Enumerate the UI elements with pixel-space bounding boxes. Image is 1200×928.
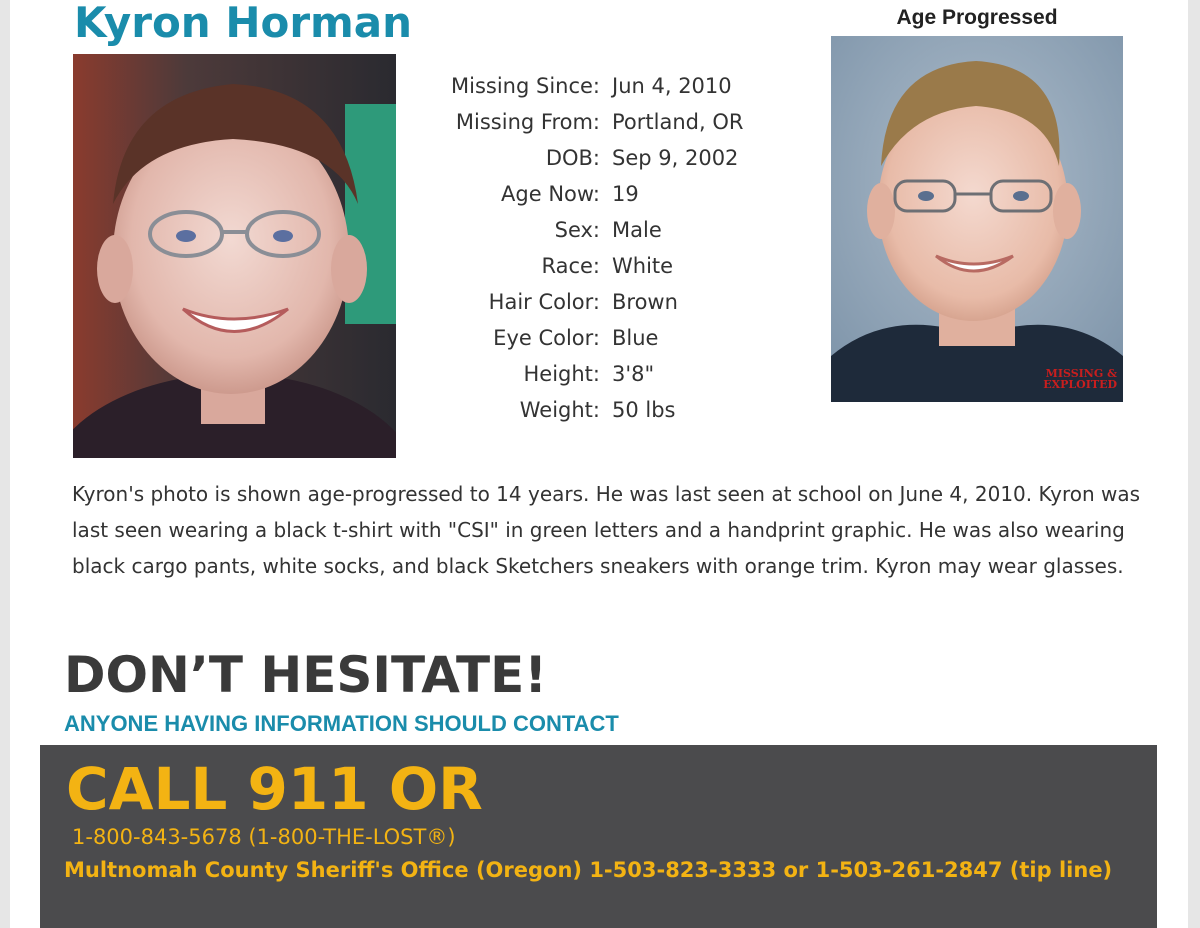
detail-value: 19 — [612, 182, 639, 206]
detail-label: Weight: — [519, 398, 600, 422]
detail-value: Male — [612, 218, 662, 242]
detail-weight — [370, 392, 743, 428]
detail-label: Race: — [541, 254, 600, 278]
missing-poster — [10, 0, 1188, 928]
age-progressed-photo — [831, 36, 1123, 402]
age-progressed-title: Age Progressed — [896, 6, 1058, 29]
detail-value: Portland, OR — [612, 110, 744, 134]
detail-height — [370, 356, 743, 392]
detail-missing-since — [370, 68, 743, 104]
contact-subhead: ANYONE HAVING INFORMATION SHOULD CONTACT — [64, 711, 619, 736]
detail-race — [370, 248, 743, 284]
detail-missing-from — [370, 104, 743, 140]
detail-label: Missing Since: — [451, 74, 600, 98]
detail-label: Hair Color: — [488, 290, 600, 314]
missing-exploited-logo: MISSING & EXPLOITED — [1043, 367, 1117, 391]
detail-label: Sex: — [554, 218, 600, 242]
detail-value: Jun 4, 2010 — [612, 74, 732, 98]
dont-hesitate-headline: DON’T HESITATE! — [64, 646, 548, 704]
details-list — [370, 68, 743, 428]
detail-dob — [370, 140, 743, 176]
detail-value: 50 lbs — [612, 398, 676, 422]
detail-label: Height: — [523, 362, 600, 386]
person-name: Kyron Horman — [74, 0, 413, 47]
detail-label: Age Now: — [501, 182, 600, 206]
sheriff-contact: Multnomah County Sheriff's Office (Oregon) 1-503-823-3333 or 1-503-261-2847 (tip line) — [64, 858, 1113, 882]
hotline-number: 1-800-843-5678 (1-800-THE-LOST®) — [72, 825, 456, 849]
contact-box — [40, 745, 1157, 928]
call-911-heading: CALL 911 OR — [66, 755, 483, 823]
detail-value: 3'8" — [612, 362, 655, 386]
detail-eye-color — [370, 320, 743, 356]
case-description: Kyron's photo is shown age-progressed to 14 years. He was last seen at school on June 4, 2010. Kyron was last seen wearing a black t-shirt with "CSI" in green letters and a handprint graphic. He was also wearing black cargo pants, white socks, and black Sketchers sneakers with orange trim. Kyron may wear glasses. — [72, 482, 1141, 578]
detail-value: Brown — [612, 290, 678, 314]
detail-hair-color — [370, 284, 743, 320]
detail-value: White — [612, 254, 674, 278]
detail-value: Sep 9, 2002 — [612, 146, 739, 170]
child-photo — [73, 54, 396, 458]
detail-value: Blue — [612, 326, 659, 350]
detail-label: Eye Color: — [493, 326, 600, 350]
detail-label: DOB: — [545, 146, 600, 170]
detail-age-now — [370, 176, 743, 212]
detail-sex — [370, 212, 743, 248]
detail-label: Missing From: — [455, 110, 600, 134]
